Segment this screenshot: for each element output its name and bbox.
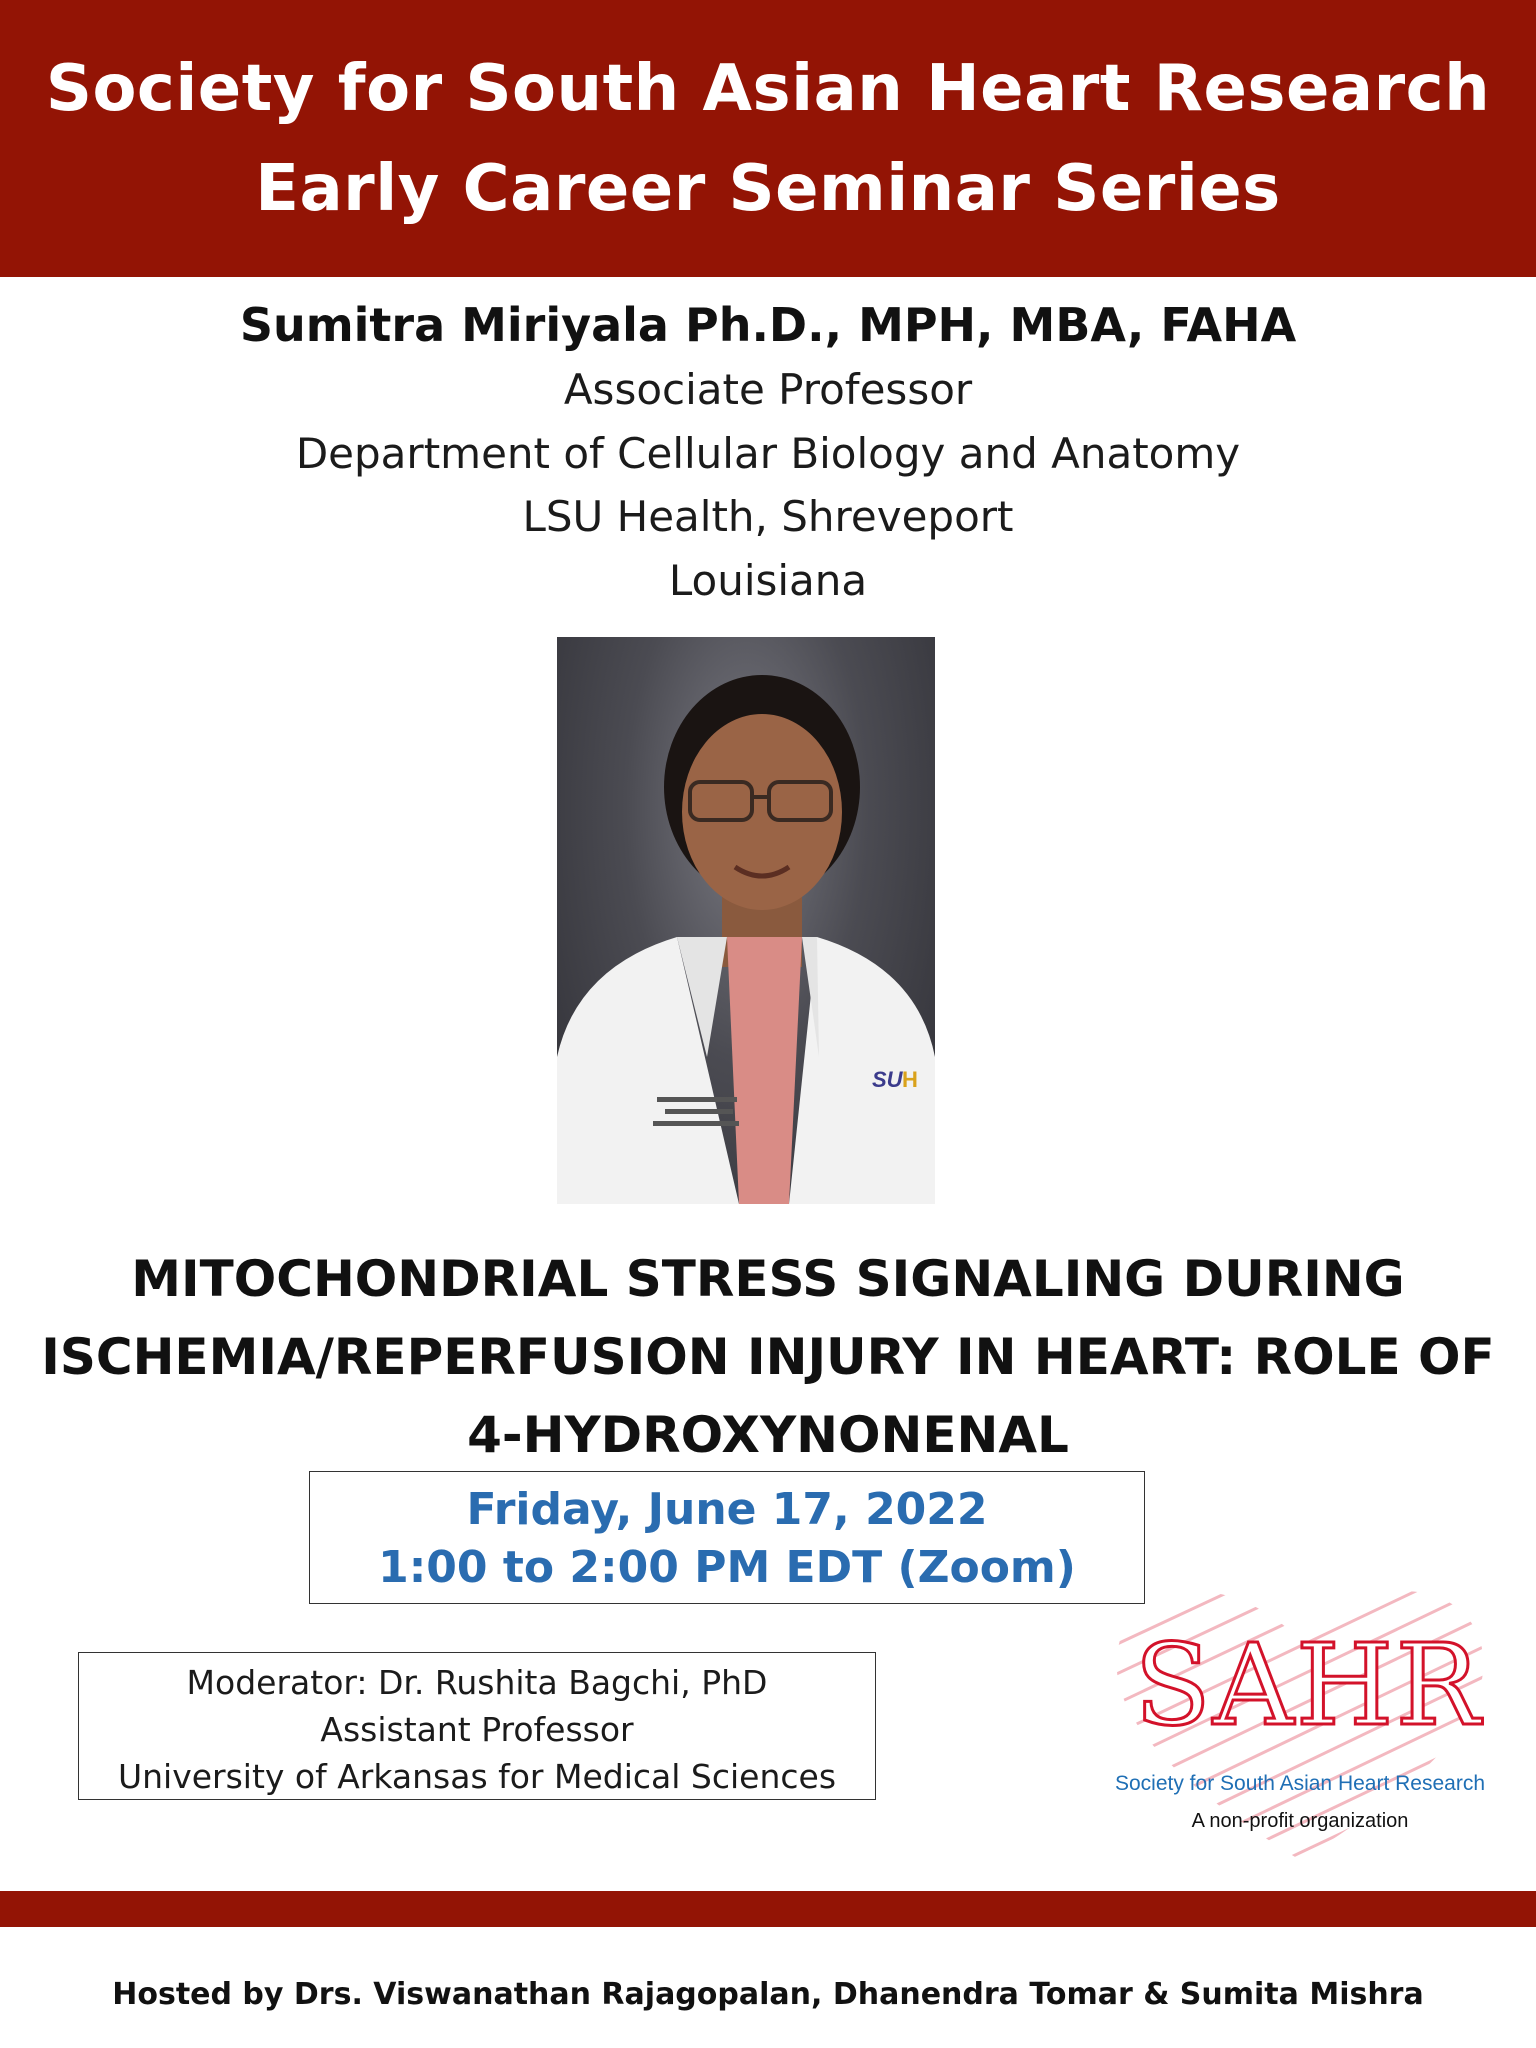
speaker-institution: LSU Health, Shreveport bbox=[522, 492, 1014, 541]
speaker-photo bbox=[557, 637, 935, 1204]
schedule-box bbox=[309, 1471, 1145, 1604]
talk-title-line-2: ISCHEMIA/REPERFUSION INJURY IN HEART: ROLE OF bbox=[41, 1328, 1495, 1386]
header-banner bbox=[0, 0, 1536, 277]
speaker-name: Sumitra Miriyala Ph.D., MPH, MBA, FAHA bbox=[239, 298, 1297, 352]
talk-title-line-1: MITOCHONDRIAL STRESS SIGNALING DURING bbox=[131, 1250, 1405, 1308]
seminar-series-title: Early Career Seminar Series bbox=[255, 152, 1281, 226]
speaker-department: Department of Cellular Biology and Anatomy bbox=[295, 429, 1241, 478]
speaker-title: Associate Professor bbox=[563, 365, 973, 414]
svg-text:SU: SU bbox=[872, 1067, 903, 1092]
speaker-portrait-icon bbox=[557, 637, 935, 1204]
logo-subtitle: Society for South Asian Heart Research bbox=[1114, 1772, 1486, 1795]
moderator-title: Assistant Professor bbox=[320, 1710, 634, 1749]
logo-tagline: A non-profit organization bbox=[1191, 1810, 1409, 1832]
footer-band bbox=[0, 1891, 1536, 1927]
svg-text:H: H bbox=[902, 1067, 918, 1092]
speaker-state: Louisiana bbox=[668, 556, 868, 605]
society-title: Society for South Asian Heart Research bbox=[45, 52, 1491, 126]
moderator-box bbox=[78, 1652, 876, 1800]
seminar-date: Friday, June 17, 2022 bbox=[466, 1484, 988, 1535]
talk-title-line-3: 4-HYDROXYNONENAL bbox=[467, 1406, 1069, 1464]
seminar-time: 1:00 to 2:00 PM EDT (Zoom) bbox=[378, 1542, 1076, 1593]
moderator-institution: University of Arkansas for Medical Sciences bbox=[117, 1757, 837, 1796]
sahr-logo bbox=[1080, 1560, 1520, 1890]
hosted-by-text: Hosted by Drs. Viswanathan Rajagopalan, Dhanendra Tomar & Sumita Mishra bbox=[112, 1977, 1424, 2012]
moderator-name: Moderator: Dr. Rushita Bagchi, PhD bbox=[186, 1663, 768, 1702]
sahr-wordmark: SAHR bbox=[1134, 1621, 1482, 1751]
